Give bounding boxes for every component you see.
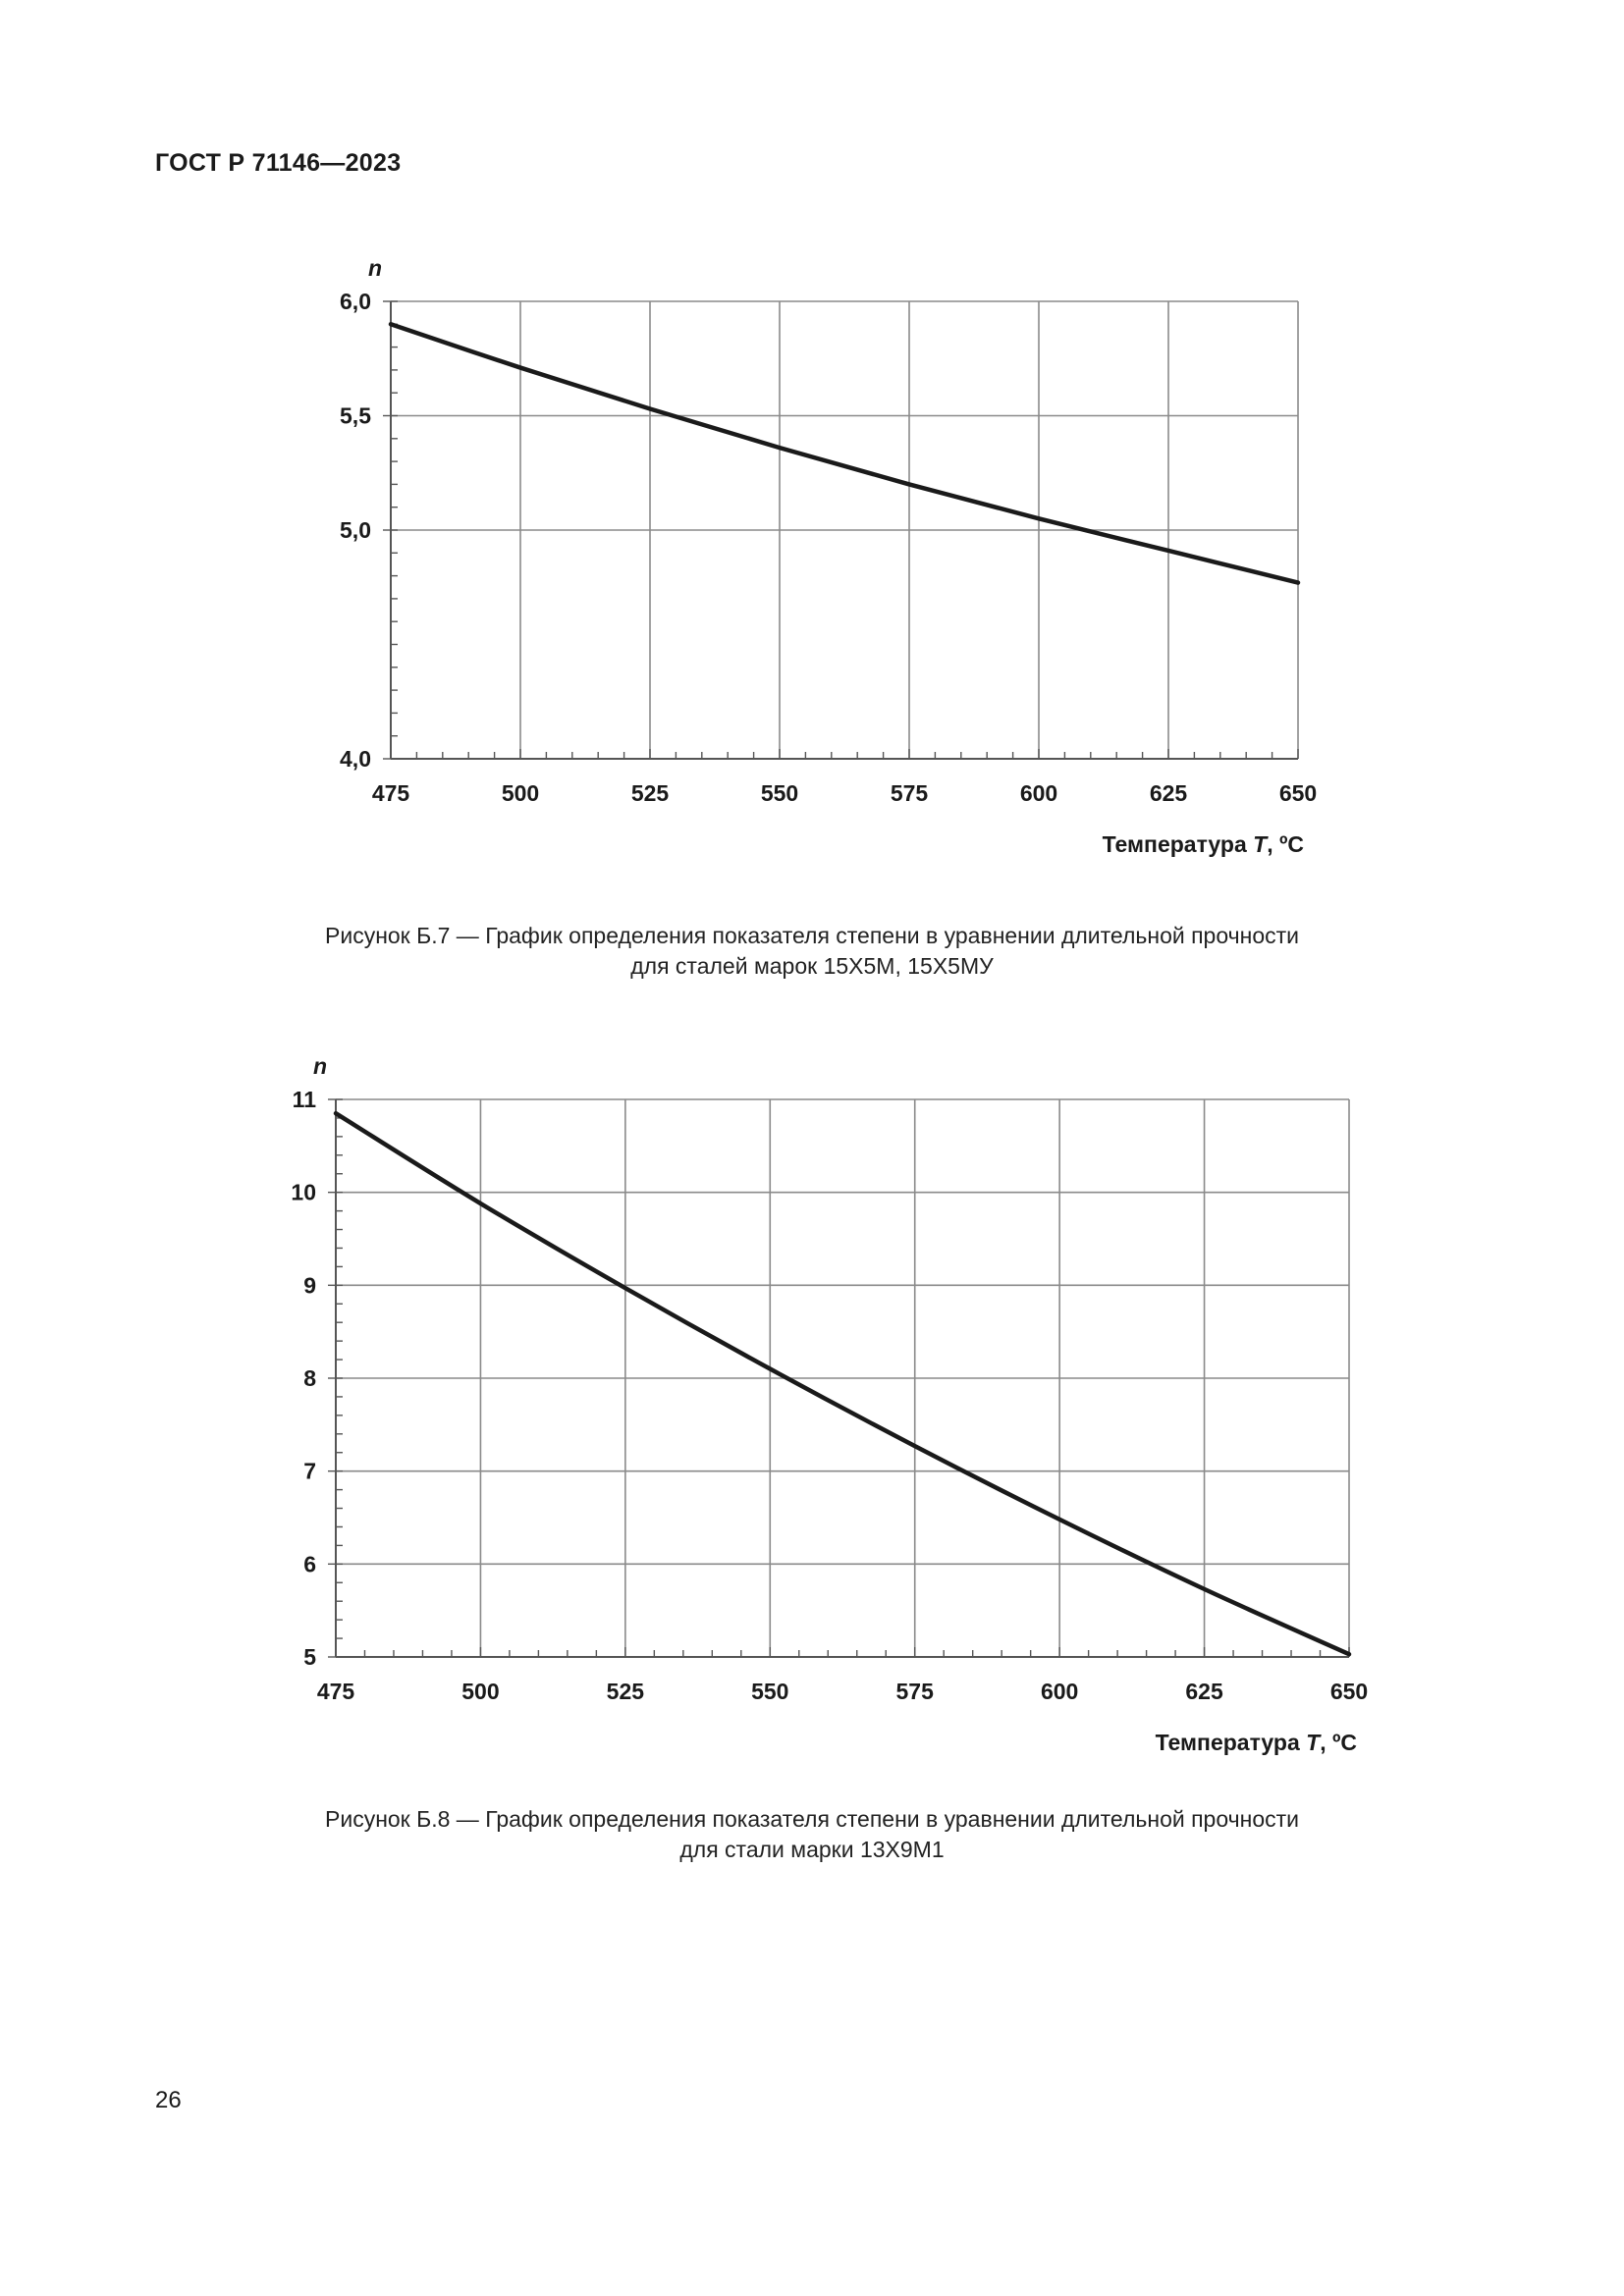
caption-line-1: Рисунок Б.7 — График определения показателя степени в уравнении длительной прочности <box>325 923 1299 948</box>
chart-b7 <box>0 0 1624 883</box>
series-line <box>336 1113 1349 1654</box>
x-tick-label: 600 <box>1040 1679 1079 1704</box>
x-axis-label-prefix: Температура <box>1155 1730 1307 1755</box>
y-tick-label: 5,0 <box>340 517 371 543</box>
x-axis-label <box>1103 831 1304 857</box>
x-axis-label-variable: T <box>1306 1730 1321 1755</box>
chart-b8 <box>0 982 1624 1865</box>
figure-caption-b8 <box>0 1804 1624 1865</box>
y-axis-label: n <box>312 1053 328 1079</box>
x-tick-label: 475 <box>371 780 410 806</box>
y-tick-label: 11 <box>292 1087 316 1112</box>
y-tick-label: 10 <box>291 1179 316 1205</box>
x-tick-label: 575 <box>890 780 929 806</box>
y-tick-label: 8 <box>303 1365 316 1391</box>
y-axis-label: n <box>367 255 383 281</box>
x-tick-label: 650 <box>1329 1679 1369 1704</box>
x-tick-label: 650 <box>1278 780 1318 806</box>
x-tick-label: 575 <box>895 1679 934 1704</box>
page-number: 26 <box>155 2087 182 2113</box>
x-tick-label: 550 <box>751 1679 789 1704</box>
y-tick-label: 7 <box>303 1458 316 1484</box>
x-tick-label: 625 <box>1185 1679 1223 1704</box>
y-tick-label: 4,0 <box>340 746 371 772</box>
y-tick-label: 9 <box>303 1272 316 1299</box>
series-line <box>391 324 1298 582</box>
x-axis-label-suffix: , ºС <box>1320 1730 1357 1755</box>
y-tick-label: 5 <box>303 1644 316 1670</box>
x-tick-label: 500 <box>501 780 540 806</box>
y-tick-label: 6 <box>303 1551 316 1577</box>
x-axis-label <box>1156 1730 1357 1755</box>
x-tick-label: 500 <box>461 1679 500 1704</box>
caption-line-1: Рисунок Б.8 — График определения показателя степени в уравнении длительной прочности <box>325 1806 1299 1832</box>
x-tick-label: 525 <box>630 780 670 806</box>
x-tick-label: 525 <box>606 1679 645 1704</box>
x-axis-label-prefix: Температура <box>1102 831 1254 857</box>
x-tick-label: 550 <box>760 780 799 806</box>
x-axis-label-variable: T <box>1253 831 1268 857</box>
caption-line-2: для сталей марок 15Х5М, 15Х5МУ <box>630 953 994 979</box>
document-header: ГОСТ Р 71146—2023 <box>155 149 402 177</box>
y-tick-label: 6,0 <box>340 289 371 314</box>
x-tick-label: 600 <box>1019 780 1058 806</box>
figure-caption-b7 <box>0 921 1624 982</box>
x-axis-label-suffix: , ºС <box>1267 831 1304 857</box>
x-tick-label: 475 <box>316 1679 355 1704</box>
x-tick-label: 625 <box>1149 780 1188 806</box>
y-tick-label: 5,5 <box>340 402 371 429</box>
caption-line-2: для стали марки 13Х9М1 <box>679 1837 945 1862</box>
